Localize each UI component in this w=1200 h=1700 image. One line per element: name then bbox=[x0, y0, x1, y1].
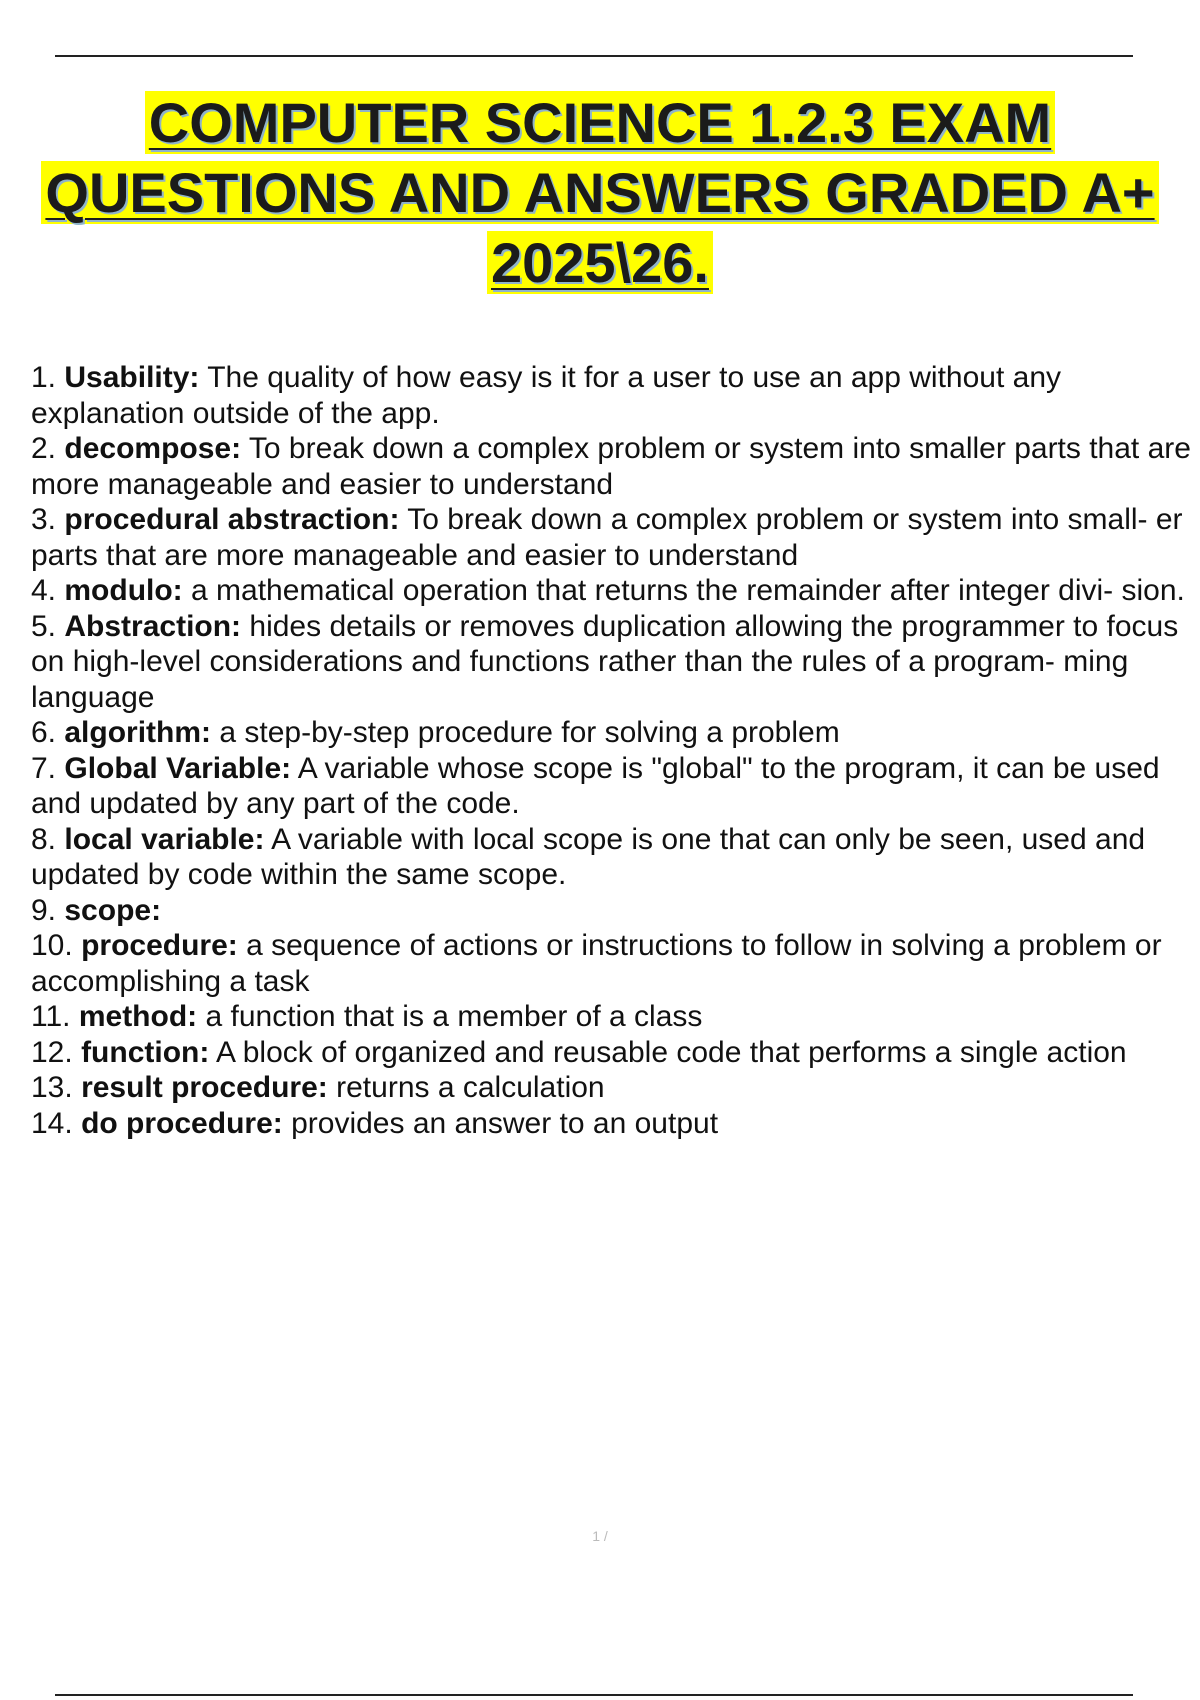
item-term: modulo: bbox=[64, 574, 183, 607]
item-number: 13. bbox=[31, 1071, 73, 1104]
list-item bbox=[31, 751, 1200, 822]
item-term: Global Variable: bbox=[64, 751, 292, 785]
title-line-3: 2025\26. bbox=[20, 228, 1180, 298]
item-number: 5. bbox=[31, 609, 57, 643]
list-item bbox=[31, 573, 1200, 609]
item-number: 14. bbox=[31, 1106, 73, 1140]
item-number: 11. bbox=[31, 1000, 71, 1033]
list-item bbox=[31, 893, 1200, 929]
list-item bbox=[31, 928, 1200, 999]
item-term: Usability: bbox=[64, 361, 200, 394]
item-term: procedure: bbox=[81, 929, 238, 962]
item-term: decompose: bbox=[64, 432, 242, 465]
item-number: 4. bbox=[31, 574, 57, 607]
item-definition: hides details or removes duplication allowing the programmer to focus on high-level considerations and functions rather than the rules of a program- ming language bbox=[31, 609, 1179, 714]
item-term: algorithm: bbox=[64, 716, 212, 749]
item-definition: returns a calculation bbox=[327, 1071, 605, 1104]
item-definition: a function that is a member of a class bbox=[197, 1000, 703, 1033]
qa-list bbox=[31, 360, 1200, 1141]
item-number: 3. bbox=[31, 503, 57, 536]
item-term: result procedure: bbox=[81, 1071, 328, 1104]
item-definition: To break down a complex problem or system into small- er parts that are more manageable and easier to understand bbox=[31, 503, 1183, 572]
item-definition: The quality of how easy is it for a user to use an app without any explanation outside of the app. bbox=[31, 361, 1062, 430]
item-number: 9. bbox=[31, 893, 57, 927]
item-term: procedural abstraction: bbox=[64, 503, 400, 536]
list-item bbox=[31, 609, 1200, 716]
item-definition: A variable whose scope is "global" to the program, it can be used and updated by any part of the code. bbox=[31, 751, 1160, 820]
top-rule bbox=[55, 55, 1133, 57]
item-term: do procedure: bbox=[81, 1106, 283, 1140]
item-definition: A block of organized and reusable code that performs a single action bbox=[209, 1035, 1127, 1069]
title-line-1: COMPUTER SCIENCE 1.2.3 EXAM bbox=[20, 88, 1180, 158]
item-definition: a mathematical operation that returns the remainder after integer divi- sion. bbox=[182, 574, 1185, 607]
list-item bbox=[31, 1035, 1200, 1071]
item-number: 2. bbox=[31, 432, 57, 465]
item-number: 7. bbox=[31, 751, 57, 785]
item-term: Abstraction: bbox=[64, 609, 242, 643]
item-term: function: bbox=[81, 1035, 210, 1069]
list-item bbox=[31, 999, 1200, 1035]
list-item bbox=[31, 822, 1200, 893]
title-line-2: QUESTIONS AND ANSWERS GRADED A+ bbox=[20, 158, 1180, 228]
item-number: 12. bbox=[31, 1035, 73, 1069]
list-item bbox=[31, 1106, 1200, 1142]
item-definition: provides an answer to an output bbox=[282, 1106, 719, 1140]
item-number: 1. bbox=[31, 361, 57, 394]
item-term: scope: bbox=[64, 893, 162, 927]
item-number: 6. bbox=[31, 716, 57, 749]
item-definition: A variable with local scope is one that can only be seen, used and updated by code within the same scope. bbox=[31, 822, 1146, 891]
list-item bbox=[31, 502, 1200, 573]
item-term: local variable: bbox=[64, 822, 265, 856]
list-item bbox=[31, 715, 1200, 751]
item-definition: To break down a complex problem or system into smaller parts that are more manageable and easier to understand bbox=[31, 432, 1191, 501]
item-number: 8. bbox=[31, 822, 57, 856]
item-number: 10. bbox=[31, 929, 73, 962]
item-term: method: bbox=[78, 1000, 198, 1033]
document-title bbox=[20, 88, 1180, 298]
list-item bbox=[31, 1070, 1200, 1106]
list-item bbox=[31, 360, 1200, 431]
bottom-rule bbox=[55, 1694, 1133, 1696]
list-item bbox=[31, 431, 1200, 502]
item-definition: a step-by-step procedure for solving a problem bbox=[211, 716, 840, 749]
page-number: 1 / bbox=[592, 1528, 608, 1544]
item-definition: a sequence of actions or instructions to follow in solving a problem or accomplishing a task bbox=[31, 929, 1162, 998]
